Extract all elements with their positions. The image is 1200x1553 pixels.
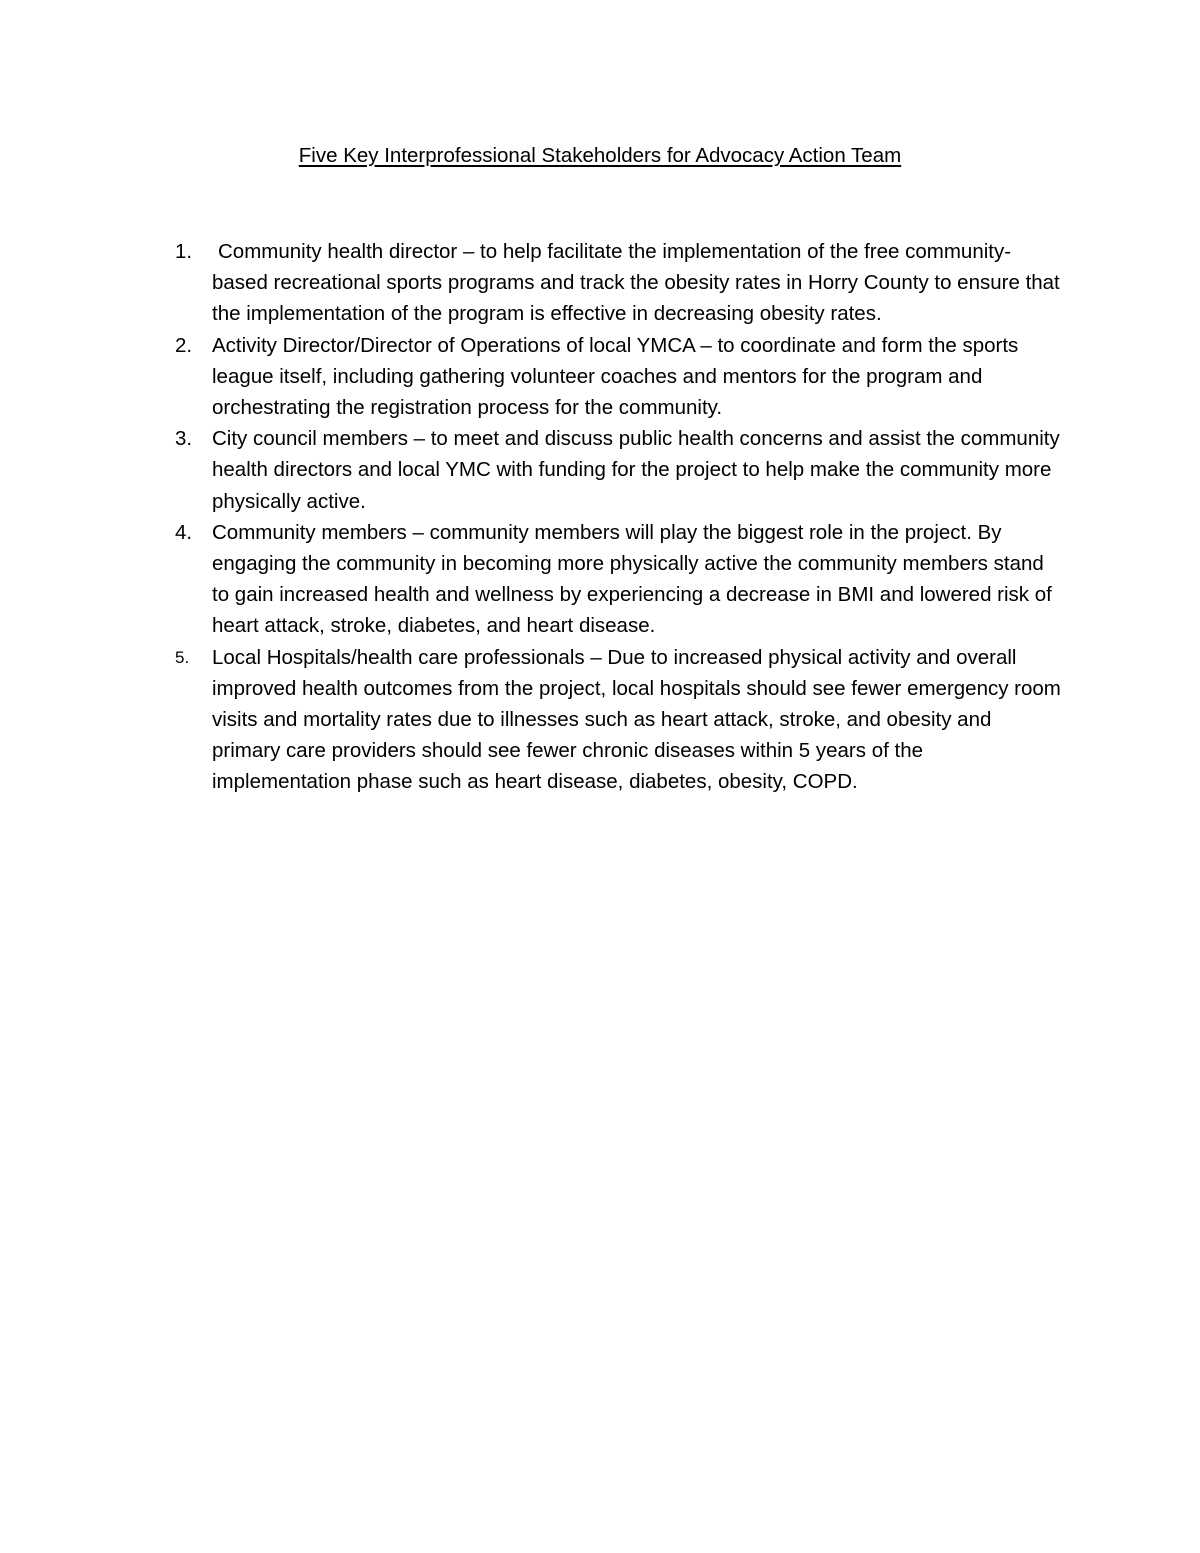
stakeholder-list [175,236,1065,798]
list-item-number: 5. [175,647,190,667]
list-item [175,642,1065,798]
list-item [175,517,1065,642]
list-item-number: 1. [175,240,193,263]
list-item-text: Local Hospitals/health care professionals – Due to increased physical activity and overall improved health outcomes from the project, local hospitals should see fewer emergency room visits and mortality rates due to illnesses such as heart attack, stroke, and obesity and primary care providers should see fewer chronic diseases within 5 years of the implementation phase such as heart disease, diabetes, obesity, COPD. [212,645,1061,794]
list-item [175,236,1065,330]
list-item-number: 2. [175,333,193,357]
list-item-number: 4. [175,520,193,544]
list-item [175,423,1065,517]
list-item-text: Activity Director/Director of Operations of local YMCA – to coordinate and form the sports league itself, including gathering volunteer coaches and mentors for the program and orchestrating the registration process for the community. [212,333,1019,420]
document-title: Five Key Interprofessional Stakeholders for Advocacy Action Team [298,144,902,167]
list-item-text: Community members – community members will play the biggest role in the project. By engaging the community in becoming more physically active the community members stand to gain increased health and wellness by experiencing a decrease in BMI and lowered risk of heart attack, stroke, diabetes, and heart disease. [212,520,1052,638]
list-item-text: City council members – to meet and discuss public health concerns and assist the community health directors and local YMC with funding for the project to help make the community more physically active. [212,427,1060,513]
list-item-number: 3. [175,427,193,451]
list-item-text: Community health director – to help facilitate the implementation of the free community-based recreational sports programs and track the obesity rates in Horry County to ensure that the implementation of the program is effective in decreasing obesity rates. [212,240,1060,326]
list-item [175,330,1065,424]
